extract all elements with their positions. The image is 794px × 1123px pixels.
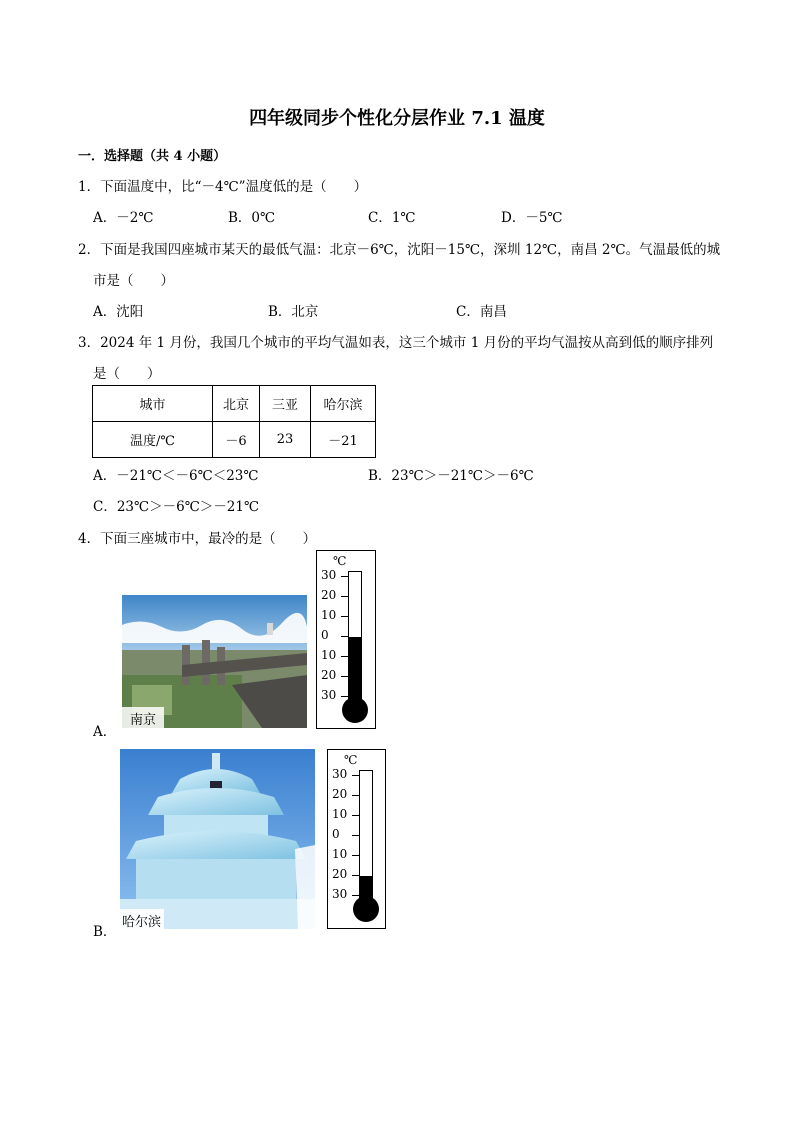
nanjing-label: 南京 [130, 713, 157, 728]
thermometer-b [327, 749, 386, 929]
nanjing-bridge-photo [122, 595, 307, 728]
therm-tick-mark [352, 795, 359, 796]
q3-option-c[interactable]: C．23℃＞－6℃＞－21℃ [93, 499, 260, 515]
question-3-stem-line1: 3．2024 年 1 月份，我国几个城市的平均气温如表，这三个城市 1 月份的平均气温按从高到低的顺序排列 [78, 335, 714, 351]
therm-tick-label: 0 [332, 827, 340, 841]
therm-tick-mark [352, 875, 359, 876]
therm-tick-label: 10 [332, 847, 348, 861]
q1-option-b[interactable]: B．0℃ [228, 210, 276, 226]
q3-option-a[interactable]: A．－21℃＜－6℃＜23℃ [93, 468, 259, 484]
therm-tick-label: 20 [321, 668, 337, 682]
question-4-stem: 4．下面三座城市中，最冷的是（ ） [78, 531, 317, 547]
q2-option-b[interactable]: B．北京 [268, 304, 319, 320]
table-cell-beijing-temp: －6 [213, 422, 260, 458]
q3-option-b[interactable]: B．23℃＞－21℃＞－6℃ [368, 468, 534, 484]
therm-tick-mark [352, 895, 359, 896]
q4-option-b-label[interactable]: B． [93, 924, 117, 940]
harbin-ice-temple-photo [120, 749, 315, 929]
table-cell-beijing: 北京 [213, 386, 260, 422]
harbin-label: 哈尔滨 [122, 915, 162, 929]
therm-tick-label: 20 [332, 867, 348, 881]
table-header-city: 城市 [93, 386, 213, 422]
therm-tick-mark [352, 775, 359, 776]
therm-tick-mark [352, 855, 359, 856]
therm-tick-label: 30 [321, 568, 337, 582]
therm-tick-label: 30 [321, 688, 337, 702]
question-2-stem-line1: 2．下面是我国四座城市某天的最低气温：北京－6℃，沈阳－15℃，深圳 12℃，南昌 2℃。气温最低的城 [78, 242, 721, 258]
therm-tick-mark [341, 636, 348, 637]
therm-tick-label: 30 [332, 767, 348, 781]
q2-option-c[interactable]: C．南昌 [456, 304, 507, 320]
therm-tick-mark [352, 815, 359, 816]
therm-tick-label: 20 [321, 588, 337, 602]
therm-tick-mark [341, 576, 348, 577]
table-header-temp: 温度/℃ [93, 422, 213, 458]
question-2-stem-line2: 市是（ ） [93, 273, 174, 289]
therm-tick-mark [341, 596, 348, 597]
therm-b-tube [359, 770, 373, 905]
question-3-stem-line2: 是（ ） [93, 366, 161, 382]
table-cell-harbin-temp: －21 [311, 422, 376, 458]
therm-tick-label: 20 [332, 787, 348, 801]
table-cell-sanya: 三亚 [260, 386, 311, 422]
therm-b-bulb [353, 896, 379, 922]
section-heading: 一．选择题（共 4 小题） [78, 149, 227, 164]
therm-tick-label: 0 [321, 628, 329, 642]
table-cell-sanya-temp: 23 [260, 422, 311, 458]
thermometer-a [316, 550, 376, 729]
therm-tick-mark [341, 616, 348, 617]
therm-tick-mark [341, 676, 348, 677]
therm-a-mercury [349, 637, 361, 705]
therm-a-unit: ℃ [333, 554, 347, 568]
page-title: 四年级同步个性化分层作业 7.1 温度 [249, 108, 545, 129]
q1-option-c[interactable]: C．1℃ [368, 210, 416, 226]
therm-b-unit: ℃ [344, 753, 358, 767]
q2-option-a[interactable]: A．沈阳 [93, 304, 144, 320]
therm-tick-mark [341, 656, 348, 657]
therm-a-tube [348, 571, 362, 706]
q1-option-d[interactable]: D．－5℃ [501, 210, 563, 226]
table-cell-harbin: 哈尔滨 [311, 386, 376, 422]
therm-tick-mark [352, 835, 359, 836]
therm-tick-mark [341, 696, 348, 697]
temperature-table [92, 385, 376, 458]
q4-option-a-label[interactable]: A． [93, 724, 117, 740]
therm-tick-label: 10 [321, 608, 337, 622]
therm-tick-label: 10 [321, 648, 337, 662]
therm-tick-label: 30 [332, 887, 348, 901]
therm-a-bulb [342, 697, 368, 723]
question-1-stem: 1．下面温度中，比“－4℃”温度低的是（ ） [78, 179, 368, 195]
q1-option-a[interactable]: A．－2℃ [93, 210, 154, 226]
therm-tick-label: 10 [332, 807, 348, 821]
